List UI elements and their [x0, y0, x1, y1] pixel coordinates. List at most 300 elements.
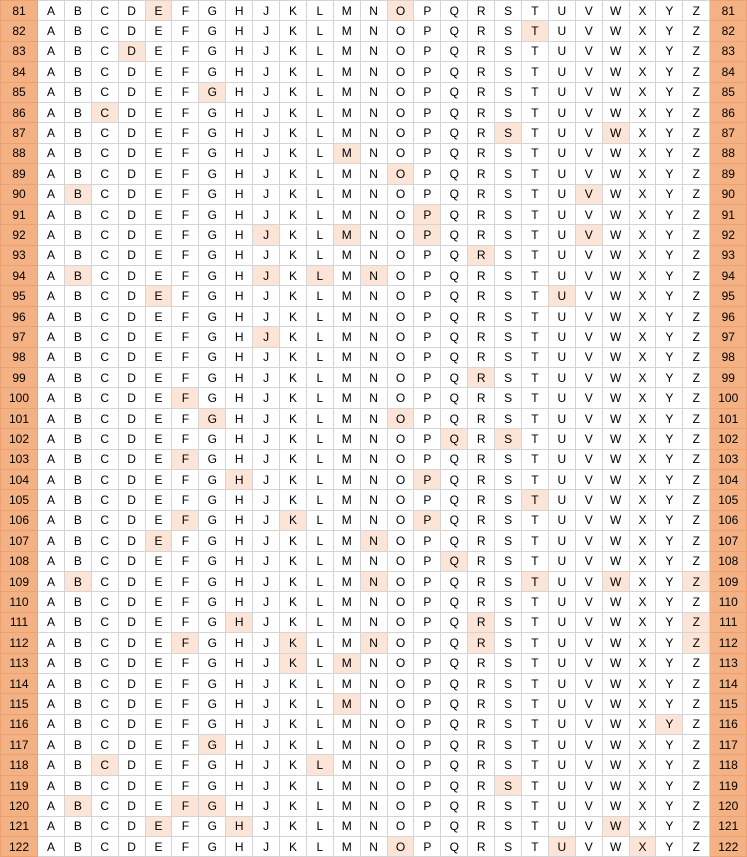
letter-cell-z[interactable]: Z — [683, 21, 710, 41]
letter-cell-a[interactable]: A — [38, 714, 65, 734]
letter-cell-f[interactable]: F — [172, 612, 199, 632]
letter-cell-w[interactable]: W — [602, 796, 629, 816]
row-number-right[interactable]: 121 — [710, 816, 747, 836]
letter-cell-m[interactable]: M — [333, 816, 360, 836]
row-number-left[interactable]: 103 — [1, 449, 38, 469]
letter-cell-k[interactable]: K — [280, 123, 307, 143]
letter-cell-y[interactable]: Y — [656, 653, 683, 673]
letter-cell-q[interactable]: Q — [441, 694, 468, 714]
letter-cell-c[interactable]: C — [91, 306, 118, 326]
letter-cell-n[interactable]: N — [360, 735, 387, 755]
letter-cell-w[interactable]: W — [602, 225, 629, 245]
letter-cell-l[interactable]: L — [306, 551, 333, 571]
letter-cell-x[interactable]: X — [629, 225, 656, 245]
row-number-right[interactable]: 90 — [710, 184, 747, 204]
letter-cell-x[interactable]: X — [629, 286, 656, 306]
letter-cell-t[interactable]: T — [522, 653, 549, 673]
letter-cell-k[interactable]: K — [280, 816, 307, 836]
letter-cell-b[interactable]: B — [64, 796, 91, 816]
letter-cell-x[interactable]: X — [629, 653, 656, 673]
letter-cell-x[interactable]: X — [629, 490, 656, 510]
letter-cell-j[interactable]: J — [253, 714, 280, 734]
letter-cell-e[interactable]: E — [145, 102, 172, 122]
letter-cell-w[interactable]: W — [602, 694, 629, 714]
letter-cell-y[interactable]: Y — [656, 327, 683, 347]
letter-cell-j[interactable]: J — [253, 225, 280, 245]
letter-cell-r[interactable]: R — [468, 266, 495, 286]
row-number-left[interactable]: 93 — [1, 245, 38, 265]
letter-cell-y[interactable]: Y — [656, 408, 683, 428]
letter-cell-l[interactable]: L — [306, 123, 333, 143]
letter-cell-d[interactable]: D — [118, 347, 145, 367]
row-number-right[interactable]: 95 — [710, 286, 747, 306]
letter-cell-z[interactable]: Z — [683, 245, 710, 265]
letter-cell-m[interactable]: M — [333, 714, 360, 734]
letter-cell-f[interactable]: F — [172, 837, 199, 857]
letter-cell-u[interactable]: U — [548, 592, 575, 612]
letter-cell-k[interactable]: K — [280, 775, 307, 795]
row-number-right[interactable]: 96 — [710, 306, 747, 326]
letter-cell-k[interactable]: K — [280, 388, 307, 408]
letter-cell-y[interactable]: Y — [656, 184, 683, 204]
letter-cell-z[interactable]: Z — [683, 837, 710, 857]
letter-cell-y[interactable]: Y — [656, 62, 683, 82]
letter-cell-e[interactable]: E — [145, 694, 172, 714]
letter-cell-q[interactable]: Q — [441, 755, 468, 775]
letter-cell-k[interactable]: K — [280, 204, 307, 224]
letter-cell-u[interactable]: U — [548, 571, 575, 591]
letter-cell-y[interactable]: Y — [656, 633, 683, 653]
letter-cell-p[interactable]: P — [414, 633, 441, 653]
letter-cell-d[interactable]: D — [118, 531, 145, 551]
letter-cell-n[interactable]: N — [360, 41, 387, 61]
letter-cell-m[interactable]: M — [333, 429, 360, 449]
letter-cell-s[interactable]: S — [495, 225, 522, 245]
letter-cell-x[interactable]: X — [629, 796, 656, 816]
letter-cell-p[interactable]: P — [414, 164, 441, 184]
letter-cell-w[interactable]: W — [602, 429, 629, 449]
letter-cell-q[interactable]: Q — [441, 1, 468, 21]
letter-cell-h[interactable]: H — [226, 1, 253, 21]
letter-cell-v[interactable]: V — [575, 633, 602, 653]
letter-cell-k[interactable]: K — [280, 592, 307, 612]
row-number-right[interactable]: 105 — [710, 490, 747, 510]
letter-cell-m[interactable]: M — [333, 551, 360, 571]
letter-cell-f[interactable]: F — [172, 633, 199, 653]
letter-cell-r[interactable]: R — [468, 796, 495, 816]
letter-cell-z[interactable]: Z — [683, 164, 710, 184]
letter-cell-q[interactable]: Q — [441, 633, 468, 653]
row-number-left[interactable]: 94 — [1, 266, 38, 286]
letter-cell-d[interactable]: D — [118, 225, 145, 245]
letter-cell-u[interactable]: U — [548, 551, 575, 571]
letter-cell-t[interactable]: T — [522, 286, 549, 306]
letter-cell-a[interactable]: A — [38, 1, 65, 21]
letter-cell-o[interactable]: O — [387, 837, 414, 857]
row-number-right[interactable]: 101 — [710, 408, 747, 428]
letter-cell-x[interactable]: X — [629, 123, 656, 143]
letter-cell-g[interactable]: G — [199, 429, 226, 449]
letter-cell-w[interactable]: W — [602, 571, 629, 591]
letter-cell-r[interactable]: R — [468, 204, 495, 224]
letter-cell-m[interactable]: M — [333, 327, 360, 347]
letter-cell-z[interactable]: Z — [683, 82, 710, 102]
letter-cell-l[interactable]: L — [306, 449, 333, 469]
letter-cell-h[interactable]: H — [226, 694, 253, 714]
letter-cell-d[interactable]: D — [118, 429, 145, 449]
letter-cell-j[interactable]: J — [253, 388, 280, 408]
letter-cell-k[interactable]: K — [280, 531, 307, 551]
letter-cell-f[interactable]: F — [172, 714, 199, 734]
letter-cell-t[interactable]: T — [522, 612, 549, 632]
letter-cell-t[interactable]: T — [522, 531, 549, 551]
row-number-left[interactable]: 117 — [1, 735, 38, 755]
letter-cell-k[interactable]: K — [280, 653, 307, 673]
letter-cell-u[interactable]: U — [548, 673, 575, 693]
letter-cell-w[interactable]: W — [602, 164, 629, 184]
letter-cell-w[interactable]: W — [602, 388, 629, 408]
letter-cell-h[interactable]: H — [226, 266, 253, 286]
letter-cell-s[interactable]: S — [495, 123, 522, 143]
row-number-right[interactable]: 104 — [710, 469, 747, 489]
letter-cell-j[interactable]: J — [253, 1, 280, 21]
letter-cell-h[interactable]: H — [226, 41, 253, 61]
letter-cell-s[interactable]: S — [495, 490, 522, 510]
letter-cell-s[interactable]: S — [495, 796, 522, 816]
letter-cell-m[interactable]: M — [333, 571, 360, 591]
row-number-right[interactable]: 112 — [710, 633, 747, 653]
letter-cell-c[interactable]: C — [91, 469, 118, 489]
letter-cell-x[interactable]: X — [629, 612, 656, 632]
letter-cell-w[interactable]: W — [602, 531, 629, 551]
letter-cell-s[interactable]: S — [495, 82, 522, 102]
letter-cell-v[interactable]: V — [575, 21, 602, 41]
letter-cell-s[interactable]: S — [495, 245, 522, 265]
letter-cell-u[interactable]: U — [548, 286, 575, 306]
letter-cell-t[interactable]: T — [522, 449, 549, 469]
row-number-left[interactable]: 105 — [1, 490, 38, 510]
letter-cell-z[interactable]: Z — [683, 102, 710, 122]
letter-cell-w[interactable]: W — [602, 123, 629, 143]
letter-cell-b[interactable]: B — [64, 510, 91, 530]
letter-cell-l[interactable]: L — [306, 653, 333, 673]
letter-cell-d[interactable]: D — [118, 143, 145, 163]
letter-cell-y[interactable]: Y — [656, 449, 683, 469]
letter-cell-e[interactable]: E — [145, 347, 172, 367]
letter-cell-a[interactable]: A — [38, 204, 65, 224]
letter-cell-a[interactable]: A — [38, 143, 65, 163]
letter-cell-v[interactable]: V — [575, 82, 602, 102]
letter-cell-j[interactable]: J — [253, 510, 280, 530]
letter-cell-k[interactable]: K — [280, 266, 307, 286]
letter-cell-k[interactable]: K — [280, 41, 307, 61]
letter-cell-k[interactable]: K — [280, 551, 307, 571]
letter-cell-o[interactable]: O — [387, 204, 414, 224]
letter-cell-s[interactable]: S — [495, 62, 522, 82]
letter-cell-p[interactable]: P — [414, 286, 441, 306]
letter-cell-t[interactable]: T — [522, 571, 549, 591]
letter-cell-g[interactable]: G — [199, 735, 226, 755]
letter-cell-y[interactable]: Y — [656, 612, 683, 632]
letter-cell-c[interactable]: C — [91, 735, 118, 755]
letter-cell-v[interactable]: V — [575, 368, 602, 388]
letter-cell-x[interactable]: X — [629, 551, 656, 571]
letter-cell-d[interactable]: D — [118, 775, 145, 795]
letter-cell-y[interactable]: Y — [656, 82, 683, 102]
letter-cell-b[interactable]: B — [64, 408, 91, 428]
letter-cell-q[interactable]: Q — [441, 102, 468, 122]
letter-cell-h[interactable]: H — [226, 62, 253, 82]
letter-cell-g[interactable]: G — [199, 62, 226, 82]
letter-cell-d[interactable]: D — [118, 266, 145, 286]
letter-cell-v[interactable]: V — [575, 184, 602, 204]
row-number-left[interactable]: 91 — [1, 204, 38, 224]
letter-cell-t[interactable]: T — [522, 225, 549, 245]
letter-cell-y[interactable]: Y — [656, 837, 683, 857]
letter-cell-l[interactable]: L — [306, 286, 333, 306]
letter-cell-k[interactable]: K — [280, 368, 307, 388]
letter-cell-p[interactable]: P — [414, 62, 441, 82]
letter-cell-f[interactable]: F — [172, 368, 199, 388]
letter-cell-f[interactable]: F — [172, 82, 199, 102]
letter-cell-n[interactable]: N — [360, 490, 387, 510]
letter-cell-h[interactable]: H — [226, 714, 253, 734]
letter-cell-l[interactable]: L — [306, 612, 333, 632]
letter-cell-e[interactable]: E — [145, 510, 172, 530]
letter-cell-d[interactable]: D — [118, 469, 145, 489]
letter-cell-c[interactable]: C — [91, 633, 118, 653]
letter-cell-b[interactable]: B — [64, 266, 91, 286]
letter-cell-s[interactable]: S — [495, 612, 522, 632]
letter-cell-v[interactable]: V — [575, 653, 602, 673]
letter-cell-y[interactable]: Y — [656, 1, 683, 21]
letter-cell-d[interactable]: D — [118, 306, 145, 326]
letter-cell-b[interactable]: B — [64, 1, 91, 21]
letter-cell-s[interactable]: S — [495, 775, 522, 795]
letter-cell-u[interactable]: U — [548, 306, 575, 326]
letter-cell-s[interactable]: S — [495, 143, 522, 163]
letter-cell-s[interactable]: S — [495, 449, 522, 469]
letter-cell-u[interactable]: U — [548, 327, 575, 347]
letter-cell-g[interactable]: G — [199, 449, 226, 469]
letter-cell-d[interactable]: D — [118, 612, 145, 632]
letter-cell-x[interactable]: X — [629, 775, 656, 795]
letter-cell-w[interactable]: W — [602, 653, 629, 673]
letter-cell-r[interactable]: R — [468, 755, 495, 775]
letter-cell-e[interactable]: E — [145, 184, 172, 204]
letter-cell-f[interactable]: F — [172, 592, 199, 612]
letter-cell-l[interactable]: L — [306, 510, 333, 530]
letter-cell-w[interactable]: W — [602, 490, 629, 510]
letter-cell-b[interactable]: B — [64, 469, 91, 489]
letter-cell-t[interactable]: T — [522, 408, 549, 428]
letter-cell-p[interactable]: P — [414, 143, 441, 163]
letter-cell-g[interactable]: G — [199, 816, 226, 836]
letter-cell-a[interactable]: A — [38, 347, 65, 367]
letter-cell-e[interactable]: E — [145, 653, 172, 673]
letter-cell-k[interactable]: K — [280, 755, 307, 775]
letter-cell-o[interactable]: O — [387, 388, 414, 408]
letter-cell-d[interactable]: D — [118, 796, 145, 816]
letter-cell-y[interactable]: Y — [656, 204, 683, 224]
letter-cell-r[interactable]: R — [468, 449, 495, 469]
letter-cell-f[interactable]: F — [172, 41, 199, 61]
letter-cell-e[interactable]: E — [145, 266, 172, 286]
row-number-right[interactable]: 115 — [710, 694, 747, 714]
letter-cell-g[interactable]: G — [199, 21, 226, 41]
letter-cell-t[interactable]: T — [522, 123, 549, 143]
letter-cell-f[interactable]: F — [172, 429, 199, 449]
letter-cell-f[interactable]: F — [172, 21, 199, 41]
letter-cell-h[interactable]: H — [226, 633, 253, 653]
letter-cell-a[interactable]: A — [38, 633, 65, 653]
letter-cell-x[interactable]: X — [629, 82, 656, 102]
letter-cell-a[interactable]: A — [38, 531, 65, 551]
letter-cell-d[interactable]: D — [118, 816, 145, 836]
letter-cell-x[interactable]: X — [629, 143, 656, 163]
letter-cell-z[interactable]: Z — [683, 714, 710, 734]
letter-cell-n[interactable]: N — [360, 327, 387, 347]
letter-cell-e[interactable]: E — [145, 245, 172, 265]
letter-cell-j[interactable]: J — [253, 816, 280, 836]
letter-cell-p[interactable]: P — [414, 306, 441, 326]
letter-cell-n[interactable]: N — [360, 449, 387, 469]
letter-cell-p[interactable]: P — [414, 469, 441, 489]
letter-cell-o[interactable]: O — [387, 143, 414, 163]
letter-cell-l[interactable]: L — [306, 347, 333, 367]
letter-cell-d[interactable]: D — [118, 62, 145, 82]
letter-cell-t[interactable]: T — [522, 347, 549, 367]
letter-cell-r[interactable]: R — [468, 735, 495, 755]
row-number-right[interactable]: 102 — [710, 429, 747, 449]
letter-cell-g[interactable]: G — [199, 225, 226, 245]
letter-cell-j[interactable]: J — [253, 837, 280, 857]
row-number-right[interactable]: 120 — [710, 796, 747, 816]
letter-cell-d[interactable]: D — [118, 490, 145, 510]
letter-cell-l[interactable]: L — [306, 62, 333, 82]
letter-cell-u[interactable]: U — [548, 796, 575, 816]
letter-cell-t[interactable]: T — [522, 694, 549, 714]
letter-cell-g[interactable]: G — [199, 775, 226, 795]
letter-cell-n[interactable]: N — [360, 123, 387, 143]
letter-cell-k[interactable]: K — [280, 225, 307, 245]
letter-cell-r[interactable]: R — [468, 143, 495, 163]
letter-cell-u[interactable]: U — [548, 143, 575, 163]
row-number-right[interactable]: 119 — [710, 775, 747, 795]
letter-cell-z[interactable]: Z — [683, 225, 710, 245]
letter-cell-d[interactable]: D — [118, 673, 145, 693]
letter-cell-a[interactable]: A — [38, 796, 65, 816]
letter-cell-p[interactable]: P — [414, 490, 441, 510]
letter-cell-j[interactable]: J — [253, 449, 280, 469]
letter-cell-q[interactable]: Q — [441, 62, 468, 82]
letter-cell-s[interactable]: S — [495, 408, 522, 428]
letter-cell-p[interactable]: P — [414, 204, 441, 224]
letter-cell-k[interactable]: K — [280, 184, 307, 204]
letter-cell-j[interactable]: J — [253, 429, 280, 449]
letter-cell-b[interactable]: B — [64, 816, 91, 836]
row-number-left[interactable]: 109 — [1, 571, 38, 591]
letter-cell-p[interactable]: P — [414, 796, 441, 816]
letter-cell-v[interactable]: V — [575, 612, 602, 632]
letter-cell-z[interactable]: Z — [683, 490, 710, 510]
letter-cell-o[interactable]: O — [387, 816, 414, 836]
letter-cell-o[interactable]: O — [387, 510, 414, 530]
letter-cell-q[interactable]: Q — [441, 796, 468, 816]
letter-cell-f[interactable]: F — [172, 796, 199, 816]
letter-cell-q[interactable]: Q — [441, 408, 468, 428]
row-number-left[interactable]: 97 — [1, 327, 38, 347]
letter-cell-q[interactable]: Q — [441, 306, 468, 326]
letter-cell-c[interactable]: C — [91, 102, 118, 122]
letter-cell-e[interactable]: E — [145, 469, 172, 489]
letter-cell-s[interactable]: S — [495, 286, 522, 306]
letter-cell-x[interactable]: X — [629, 266, 656, 286]
letter-cell-n[interactable]: N — [360, 837, 387, 857]
row-number-right[interactable]: 106 — [710, 510, 747, 530]
letter-cell-u[interactable]: U — [548, 1, 575, 21]
letter-cell-c[interactable]: C — [91, 673, 118, 693]
letter-cell-k[interactable]: K — [280, 612, 307, 632]
letter-cell-o[interactable]: O — [387, 714, 414, 734]
letter-cell-g[interactable]: G — [199, 204, 226, 224]
letter-cell-t[interactable]: T — [522, 510, 549, 530]
letter-cell-t[interactable]: T — [522, 368, 549, 388]
letter-cell-n[interactable]: N — [360, 510, 387, 530]
letter-cell-h[interactable]: H — [226, 82, 253, 102]
letter-cell-r[interactable]: R — [468, 164, 495, 184]
letter-cell-j[interactable]: J — [253, 469, 280, 489]
letter-cell-n[interactable]: N — [360, 102, 387, 122]
letter-cell-o[interactable]: O — [387, 184, 414, 204]
letter-cell-h[interactable]: H — [226, 102, 253, 122]
letter-cell-z[interactable]: Z — [683, 204, 710, 224]
letter-cell-h[interactable]: H — [226, 286, 253, 306]
letter-cell-b[interactable]: B — [64, 102, 91, 122]
letter-cell-t[interactable]: T — [522, 102, 549, 122]
letter-cell-a[interactable]: A — [38, 694, 65, 714]
letter-cell-h[interactable]: H — [226, 388, 253, 408]
letter-cell-v[interactable]: V — [575, 531, 602, 551]
letter-cell-u[interactable]: U — [548, 469, 575, 489]
letter-cell-c[interactable]: C — [91, 204, 118, 224]
letter-cell-q[interactable]: Q — [441, 245, 468, 265]
letter-cell-z[interactable]: Z — [683, 735, 710, 755]
letter-cell-x[interactable]: X — [629, 388, 656, 408]
letter-cell-q[interactable]: Q — [441, 286, 468, 306]
letter-cell-f[interactable]: F — [172, 816, 199, 836]
letter-cell-a[interactable]: A — [38, 21, 65, 41]
letter-cell-o[interactable]: O — [387, 755, 414, 775]
letter-cell-f[interactable]: F — [172, 551, 199, 571]
letter-cell-v[interactable]: V — [575, 673, 602, 693]
letter-cell-t[interactable]: T — [522, 82, 549, 102]
letter-cell-g[interactable]: G — [199, 714, 226, 734]
letter-cell-b[interactable]: B — [64, 673, 91, 693]
letter-cell-r[interactable]: R — [468, 1, 495, 21]
letter-cell-u[interactable]: U — [548, 347, 575, 367]
letter-cell-e[interactable]: E — [145, 429, 172, 449]
letter-cell-j[interactable]: J — [253, 184, 280, 204]
letter-cell-t[interactable]: T — [522, 164, 549, 184]
letter-cell-y[interactable]: Y — [656, 143, 683, 163]
row-number-right[interactable]: 118 — [710, 755, 747, 775]
letter-cell-j[interactable]: J — [253, 551, 280, 571]
letter-cell-k[interactable]: K — [280, 429, 307, 449]
letter-cell-r[interactable]: R — [468, 82, 495, 102]
letter-cell-k[interactable]: K — [280, 62, 307, 82]
letter-cell-h[interactable]: H — [226, 327, 253, 347]
